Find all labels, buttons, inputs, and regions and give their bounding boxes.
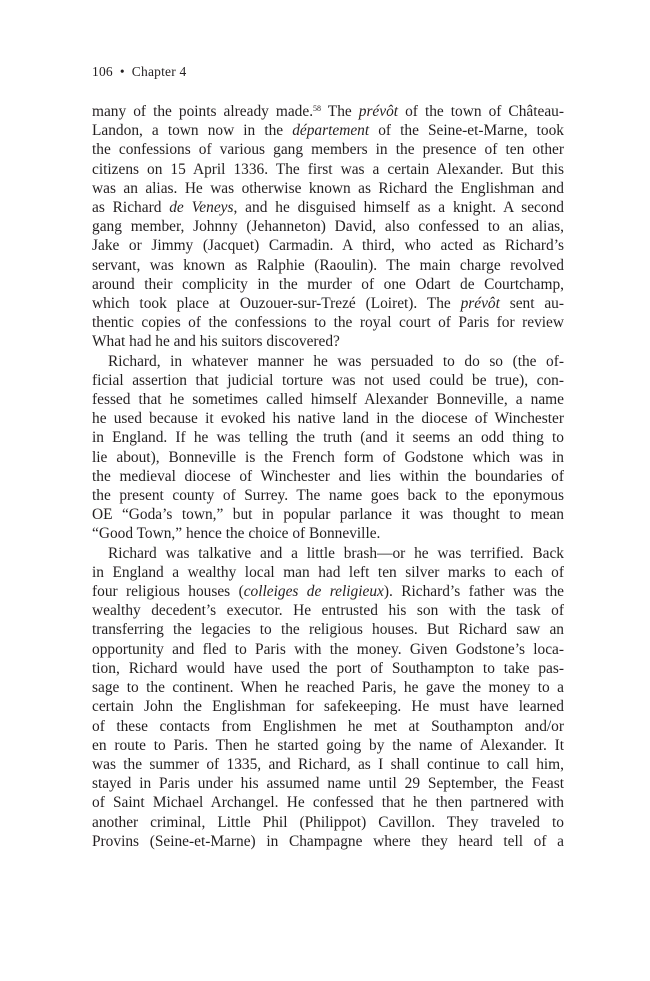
text-run: in England a wealthy local man had left ten silver marks to each of <box>92 563 564 581</box>
text-line <box>92 198 564 217</box>
text-line <box>92 620 564 639</box>
text-run: tion, Richard would have used the port of Southampton to take pas- <box>92 659 564 677</box>
text-line <box>92 717 564 736</box>
text-line <box>92 601 564 620</box>
header-separator: • <box>119 64 125 79</box>
text-run: the medieval diocese of Winchester and lies within the boundaries of <box>92 467 564 485</box>
text-line <box>92 659 564 678</box>
text-run: lie about), Bonneville is the French form of Godstone which was in <box>92 448 564 466</box>
text-line <box>92 813 564 832</box>
text-line <box>92 448 564 467</box>
text-line <box>92 352 564 371</box>
text-run: citizens on 15 April 1336. The first was a certain Alexander. But this <box>92 160 564 178</box>
text-run: stayed in Paris under his assumed name until 29 September, the Feast <box>92 775 564 793</box>
page-number: 106 <box>92 64 113 79</box>
footnote-reference: 58 <box>313 104 322 113</box>
text-run: he used because it evoked his native land in the diocese of Winchester <box>92 410 564 428</box>
text-line <box>92 313 564 332</box>
italic-term: colleiges de religieux <box>243 583 384 601</box>
text-run: What had he and his suitors discovered? <box>92 333 340 351</box>
text-line <box>92 332 564 351</box>
text-run: four religious houses ( <box>92 583 244 601</box>
text-run: which took place at Ouzouer-sur-Trezé (Loiret). The <box>92 295 461 313</box>
text-line <box>92 755 564 774</box>
text-line <box>92 121 564 140</box>
text-run: “Good Town,” hence the choice of Bonneville. <box>92 525 381 543</box>
text-run: in England. If he was telling the truth (and it seems an odd thing to <box>92 429 564 447</box>
text-run: was the summer of 1335, and Richard, as I shall continue to call him, <box>92 755 564 773</box>
text-run: many of the points already made. <box>92 103 314 120</box>
text-run: the present county of Surrey. The name goes back to the eponymous <box>92 487 564 505</box>
text-line <box>92 371 564 390</box>
text-run: ficial assertion that judicial torture was not used could be true), con- <box>92 371 564 389</box>
text-run: en route to Paris. Then he started going by the name of Alexander. It <box>92 736 564 754</box>
text-line <box>92 582 564 601</box>
text-run: servant, was known as Ralphie (Raoulin). The main charge revolved <box>92 256 564 274</box>
text-run: of the town of Château- <box>398 103 564 120</box>
text-line <box>92 544 564 563</box>
text-run: , and he disguised himself as a knight. A second <box>233 199 564 217</box>
italic-term: prévôt <box>460 295 500 313</box>
text-line <box>92 236 564 255</box>
text-run: thentic copies of the confessions to the royal court of Paris for review <box>92 314 564 332</box>
text-line <box>92 160 564 179</box>
text-run: sent au- <box>499 295 564 313</box>
text-run: ). Richard’s father was the <box>383 583 564 601</box>
italic-term: département <box>292 122 370 140</box>
text-line <box>92 486 564 505</box>
text-run: Richard, in whatever manner he was persuaded to do so (the of- <box>108 352 564 370</box>
text-run: the confessions of various gang members in the presence of ten other <box>92 141 564 159</box>
text-line <box>92 524 564 543</box>
text-line <box>92 217 564 236</box>
text-run: Jake or Jimmy (Jacquet) Carmadin. A third, who acted as Richard’s <box>92 237 564 255</box>
italic-term: prévôt <box>358 103 399 120</box>
text-line <box>92 390 564 409</box>
text-line <box>92 428 564 447</box>
text-run: of these contacts from Englishmen he met at Southampton and/or <box>92 717 564 735</box>
text-line <box>92 640 564 659</box>
text-run: gang member, Johnny (Jehanneton) David, also confessed to an alias, <box>92 218 564 236</box>
text-run: was an alias. He was otherwise known as Richard the Englishman and <box>92 179 564 197</box>
chapter-label: Chapter 4 <box>131 64 187 79</box>
text-run: as Richard <box>92 199 170 217</box>
text-line <box>92 409 564 428</box>
text-line <box>92 774 564 793</box>
italic-term: de Veneys <box>169 199 234 217</box>
text-line <box>92 179 564 198</box>
text-run: OE “Goda’s town,” but in popular parlance it was thought to mean <box>92 506 564 524</box>
text-line <box>92 505 564 524</box>
text-run: transferring the legacies to the religious houses. But Richard saw an <box>92 621 564 639</box>
text-line <box>92 697 564 716</box>
text-line <box>92 832 564 851</box>
text-line <box>92 678 564 697</box>
text-run: another criminal, Little Phil (Philippot) Cavillon. They traveled to <box>92 813 564 831</box>
text-run: around their complicity in the murder of one Odart de Courtchamp, <box>92 275 564 293</box>
text-line <box>92 256 564 275</box>
text-run: of the Seine-et-Marne, took <box>369 122 564 140</box>
text-line <box>92 102 564 121</box>
text-run: Richard was talkative and a little brash—or he was terrified. Back <box>108 544 564 562</box>
text-run: Landon, a town now in the <box>92 122 293 140</box>
text-line <box>92 467 564 486</box>
text-run: certain John the Englishman for safekeeping. He must have learned <box>92 698 564 716</box>
body-text <box>92 102 564 851</box>
text-run: wealthy decedent’s executor. He entrusted his son with the task of <box>92 602 564 620</box>
text-line <box>92 294 564 313</box>
text-run: sage to the continent. When he reached Paris, he gave the money to a <box>92 679 564 697</box>
text-run: fessed that he sometimes called himself Alexander Bonneville, a name <box>92 391 564 409</box>
text-line <box>92 793 564 812</box>
text-line <box>92 563 564 582</box>
text-run: Provins (Seine-et-Marne) in Champagne where they heard tell of a <box>92 832 564 850</box>
text-line <box>92 275 564 294</box>
text-run: of Saint Michael Archangel. He confessed that he then partnered with <box>92 794 564 812</box>
text-line <box>92 140 564 159</box>
text-run: opportunity and fled to Paris with the money. Given Godstone’s loca- <box>92 640 564 658</box>
text-line <box>92 736 564 755</box>
running-head <box>92 64 186 80</box>
text-run: The <box>321 103 359 120</box>
